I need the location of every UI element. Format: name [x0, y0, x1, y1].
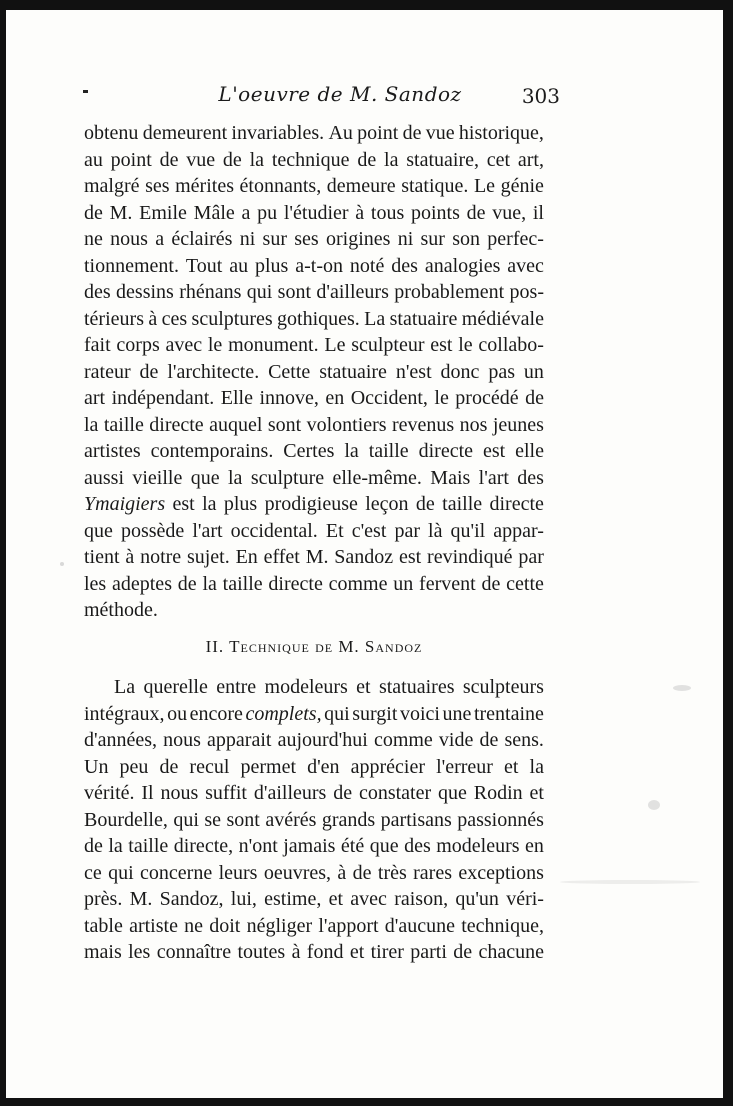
scan-border-bottom [0, 1098, 733, 1106]
text-line: d'années, nous apparait aujourd'hui comme vide de sens. [84, 729, 544, 751]
scan-smudge [673, 685, 691, 691]
text-line: des dessins rhénans qui sont d'ailleurs probablement pos- [84, 281, 544, 303]
section-heading: II. Technique de M. Sandoz [205, 636, 423, 656]
text-line: térieurs à ces sculptures gothiques. La statuaire médiévale [84, 307, 544, 330]
text-line: La querelle entre modeleurs et statuaires sculpteurs [114, 676, 544, 698]
text-line: malgré ses mérites étonnants, demeure statique. Le génie [84, 175, 544, 197]
text-line: près. M. Sandoz, lui, estime, et avec raison, qu'un véri- [84, 888, 544, 910]
text-line: Un peu de recul permet d'en apprécier l'erreur et la [84, 755, 544, 778]
running-header [0, 76, 733, 116]
text-line: méthode. [84, 599, 158, 621]
text-line: Bourdelle, qui se sont avérés grands partisans passionnés [84, 808, 544, 831]
text-line: tionnement. Tout au plus a-t-on noté des analogies avec [84, 254, 544, 277]
text-line: intégraux, ou encore complets, qui surgit voici une trentaine [84, 702, 544, 725]
page-number: 303 [521, 84, 560, 108]
text-line: table artiste ne doit négliger l'apport d'aucune technique, [84, 914, 544, 937]
text-line: artistes contemporains. Certes la taille directe est elle [84, 440, 544, 462]
text-line: que possède l'art occidental. Et c'est par là qu'il appar- [84, 519, 544, 542]
text-line: Ymaigiers est la plus prodigieuse leçon de taille directe [84, 493, 544, 515]
text-line: rateur de l'architecte. Cette statuaire n'est donc pas un [84, 360, 544, 383]
text-line: aussi vieille que la sculpture elle-même. Mais l'art des [84, 466, 544, 489]
running-title: L'oeuvre de M. Sandoz [218, 82, 462, 106]
body-text [84, 120, 544, 966]
scan-border-top [0, 0, 733, 10]
text-line: les adeptes de la taille directe comme un fervent de cette [84, 572, 544, 595]
text-line: ne nous a éclairés ni sur ses origines ni sur son perfec- [84, 228, 544, 250]
scan-smudge [560, 880, 700, 884]
text-line: au point de vue de la technique de la statuaire, cet art, [84, 148, 544, 171]
scan-smudge [60, 562, 64, 566]
text-line: art indépendant. Elle innove, en Occident, le procédé de [84, 387, 544, 409]
text-line: obtenu demeurent invariables. Au point de vue historique, [84, 122, 544, 144]
text-line: de M. Emile Mâle a pu l'étudier à tous points de vue, il [84, 201, 544, 224]
scan-border-left [0, 0, 6, 1106]
text-line: ce qui concerne leurs oeuvres, à de très rares exceptions [84, 861, 544, 884]
paragraph-2 [84, 674, 544, 966]
scan-border-right [723, 0, 733, 1106]
paragraph-1 [84, 120, 544, 624]
text-line: mais les connaître toutes à fond et tirer parti de chacune [84, 941, 544, 963]
text-line: tient à notre sujet. En effet M. Sandoz est revindiqué par [84, 546, 544, 568]
text-line: de la taille directe, n'ont jamais été que des modeleurs en [84, 835, 544, 857]
scan-smudge [648, 800, 660, 810]
text-line: la taille directe auquel sont volontiers revenus nos jeunes [84, 413, 544, 436]
text-line: fait corps avec le monument. Le sculpteur est le collabo- [84, 334, 544, 356]
text-line: vérité. Il nous suffit d'ailleurs de constater que Rodin et [84, 782, 544, 804]
